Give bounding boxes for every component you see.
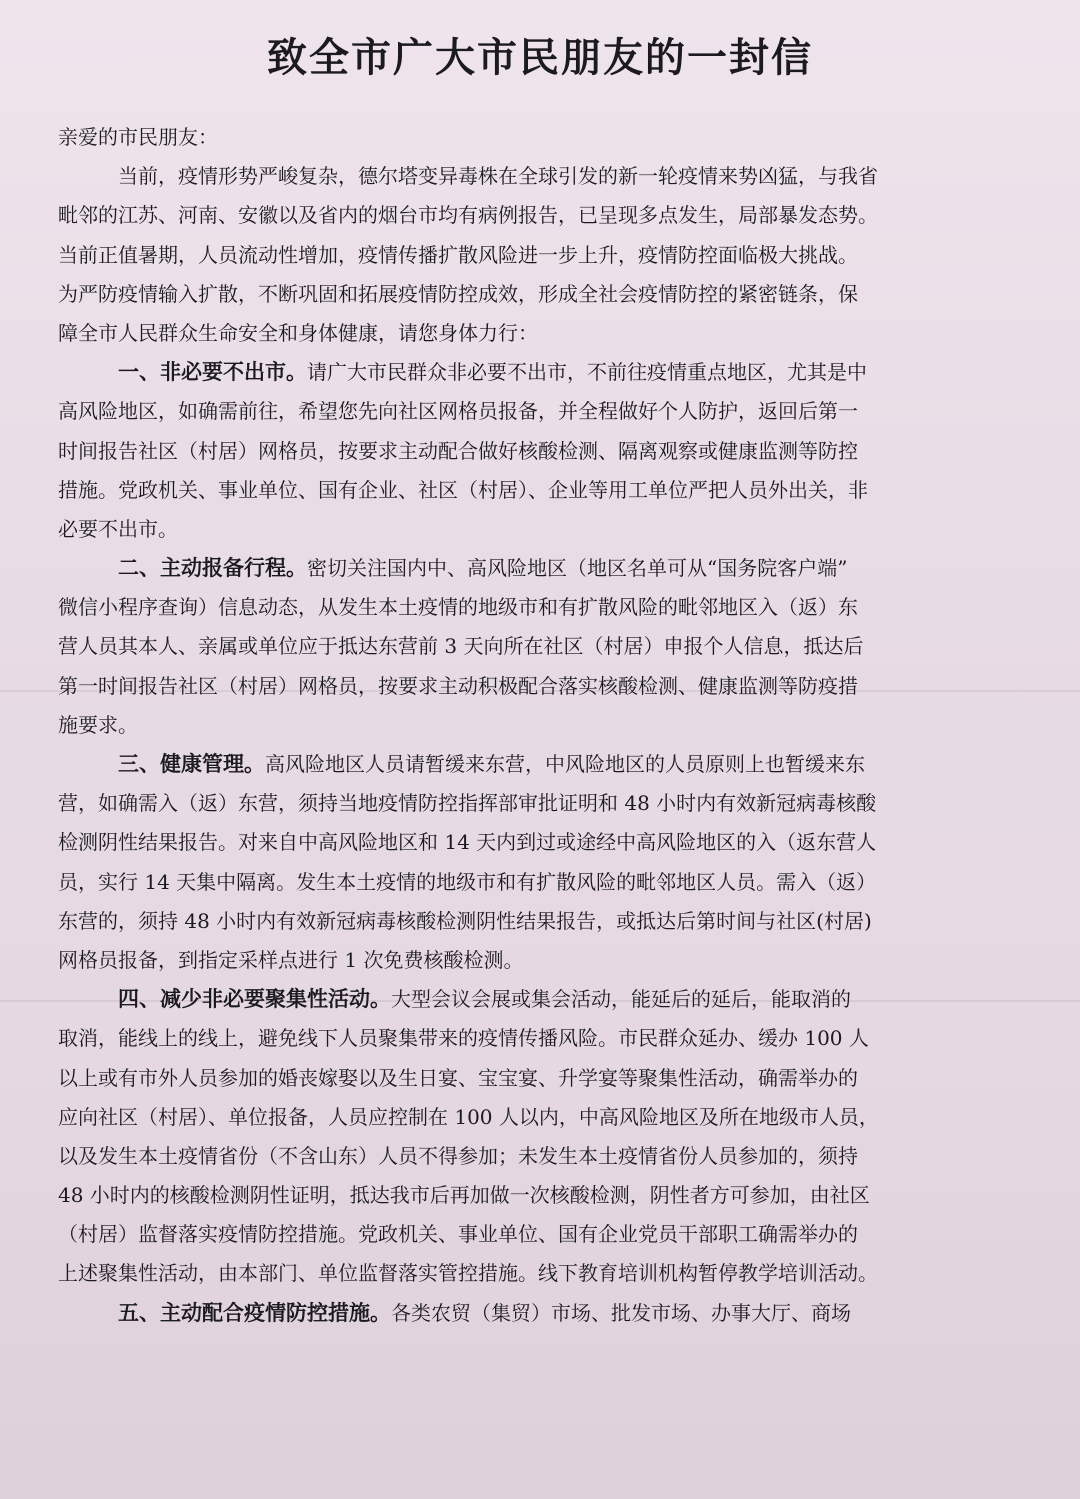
paragraph-line: 营人员其本人、亲属或单位应于抵达东营前 3 天向所在社区（村居）申报个人信息，抵达后 xyxy=(58,634,864,659)
paragraph-line: 第一时间报告社区（村居）网格员，按要求主动积极配合落实核酸检测、健康监测等防疫措 xyxy=(58,673,858,698)
paragraph-line: 网格员报备，到指定采样点进行 1 次免费核酸检测。 xyxy=(58,947,524,972)
paragraph-line: 检测阴性结果报告。对来自中高风险地区和 14 天内到过或途经中高风险地区的入（返东营人 xyxy=(58,830,877,855)
section-first-line xyxy=(58,980,1018,1019)
section-first-line xyxy=(58,353,1018,392)
section-text: 密切关注国内中、高风险地区（地区名单可从“国务院客户端” xyxy=(307,556,848,581)
paragraph-line: 为严防疫情输入扩散，不断巩固和拓展疫情防控成效，形成全社会疫情防控的紧密链条，保 xyxy=(58,281,858,306)
paragraph-line: （村居）监督落实疫情防控措施。党政机关、事业单位、国有企业党员干部职工确需举办的 xyxy=(58,1222,858,1247)
letter-title: 致全市广大市民朋友的一封信 xyxy=(267,35,813,81)
section-first-line xyxy=(58,1294,1018,1333)
section-text: 各类农贸（集贸）市场、批发市场、办事大厅、商场 xyxy=(391,1300,851,1325)
paragraph-line: 营，如确需入（返）东营，须持当地疫情防控指挥部审批证明和 48 小时内有效新冠病毒核酸 xyxy=(58,791,877,816)
paragraph-line: 障全市人民群众生命安全和身体健康，请您身体力行： xyxy=(58,320,538,345)
section-first-line xyxy=(58,549,1018,588)
section-heading: 二、主动报备行程。 xyxy=(118,556,307,581)
paragraph-line: 施要求。 xyxy=(58,712,138,737)
section-text: 高风险地区人员请暂缓来东营，中风险地区的人员原则上也暂缓来东 xyxy=(265,752,865,776)
paragraph-line: 取消，能线上的线上，避免线下人员聚集带来的疫情传播风险。市民群众延办、缓办 100 人 xyxy=(58,1026,869,1051)
paragraph-line: 以上或有市外人员参加的婚丧嫁娶以及生日宴、宝宝宴、升学宴等聚集性活动，确需举办的 xyxy=(58,1065,858,1090)
section-heading: 三、健康管理。 xyxy=(118,752,265,776)
paragraph-line: 措施。党政机关、事业单位、国有企业、社区（村居）、企业等用工单位严把人员外出关，非 xyxy=(58,477,868,502)
paragraph-line: 微信小程序查询）信息动态，从发生本土疫情的地级市和有扩散风险的毗邻地区入（返）东 xyxy=(58,595,858,620)
section-heading: 四、减少非必要聚集性活动。 xyxy=(118,987,391,1012)
paragraph-line: 高风险地区，如确需前往，希望您先向社区网格员报备，并全程做好个人防护，返回后第一 xyxy=(58,399,858,424)
paragraph-line: 必要不出市。 xyxy=(58,516,178,541)
section-text: 请广大市民群众非必要不出市，不前往疫情重点地区，尤其是中 xyxy=(307,360,867,385)
paragraph-line: 以及发生本土疫情省份（不含山东）人员不得参加；未发生本土疫情省份人员参加的，须持 xyxy=(58,1143,858,1168)
paragraph-line: 应向社区（村居）、单位报备，人员应控制在 100 人以内，中高风险地区及所在地级市人员， xyxy=(58,1104,879,1129)
paragraph-line: 时间报告社区（村居）网格员，按要求主动配合做好核酸检测、隔离观察或健康监测等防控 xyxy=(58,438,858,463)
paragraph-line: 东营的，须持 48 小时内有效新冠病毒核酸检测阴性结果报告，或抵达后第时间与社区(村居) xyxy=(58,908,872,933)
paragraph-line: 员，实行 14 天集中隔离。发生本土疫情的地级市和有扩散风险的毗邻地区人员。需入（返） xyxy=(58,869,877,894)
letter-body xyxy=(58,118,1018,1333)
section-first-line xyxy=(58,745,1018,784)
paragraph-line: 48 小时内的核酸检测阴性证明，抵达我市后再加做一次核酸检测，阴性者方可参加，由社区 xyxy=(58,1183,870,1208)
paragraph-line: 毗邻的江苏、河南、安徽以及省内的烟台市均有病例报告，已呈现多点发生，局部暴发态势。 xyxy=(58,203,878,228)
paragraph-line: 当前，疫情形势严峻复杂，德尔塔变异毒株在全球引发的新一轮疫情来势凶猛，与我省 xyxy=(118,164,878,189)
section-heading: 一、非必要不出市。 xyxy=(118,360,307,385)
salutation: 亲爱的市民朋友： xyxy=(58,125,218,149)
section-heading: 五、主动配合疫情防控措施。 xyxy=(118,1300,391,1325)
paragraph-line: 当前正值暑期，人员流动性增加，疫情传播扩散风险进一步上升，疫情防控面临极大挑战。 xyxy=(58,242,858,267)
section-text: 大型会议会展或集会活动，能延后的延后，能取消的 xyxy=(391,987,851,1012)
paragraph-line: 上述聚集性活动，由本部门、单位监督落实管控措施。线下教育培训机构暂停教学培训活动。 xyxy=(58,1261,878,1286)
